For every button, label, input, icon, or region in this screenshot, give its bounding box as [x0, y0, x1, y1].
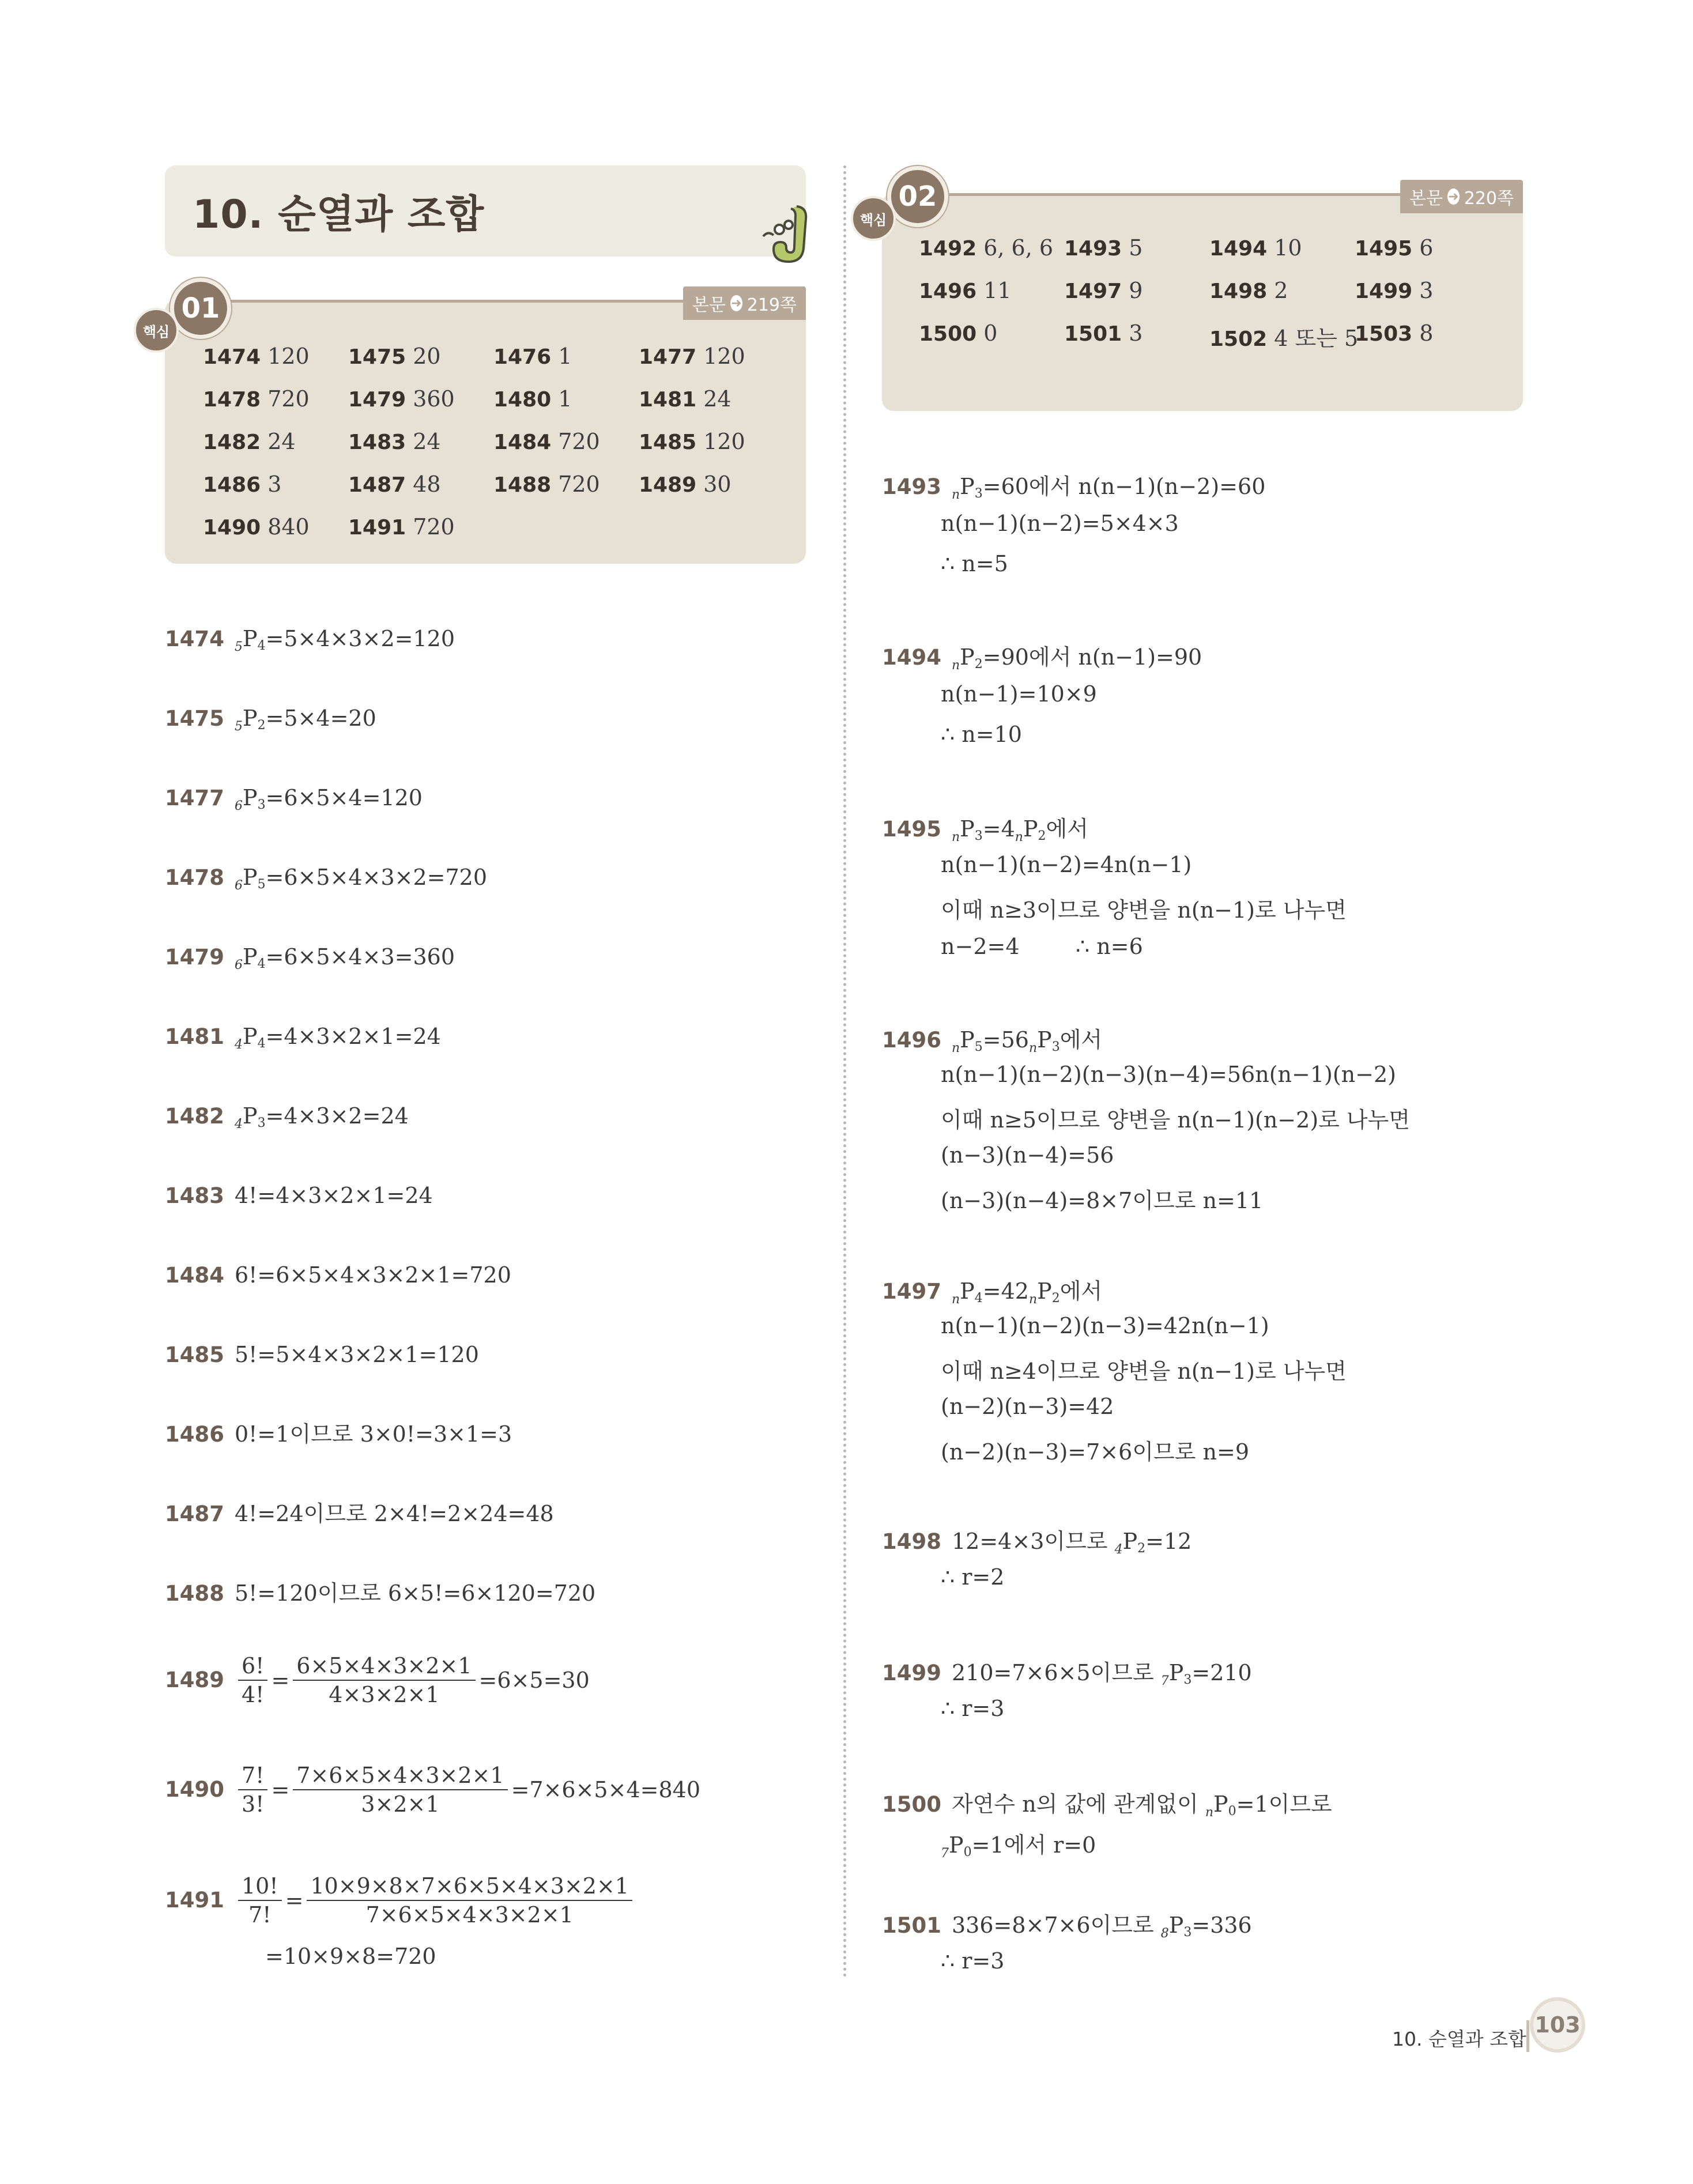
solution-1477: 1477 $_6P_3=6\times 5\times 4=120$: [165, 785, 423, 813]
solution-1499: 1499 210=7×6×5이므로 $_7P_3=210$: [882, 1660, 1252, 1688]
solution-1497-line-3: 이때 n≥4이므로 양변을 n(n−1)로 나누면: [941, 1359, 1347, 1384]
answer-1489: [639, 471, 732, 497]
ref-label: 본문: [692, 295, 726, 315]
answer-value: 6, 6, 6: [983, 235, 1054, 261]
page-number: 103: [1530, 1997, 1585, 2053]
solution-1475: 1475 $_5P_2=5\times 4=20$: [165, 706, 376, 734]
answer-1496: [919, 278, 1012, 303]
solution-1474: 1474 $_5P_4=5\times 4\times 3\times 2=120$: [165, 626, 455, 654]
answer-1503: [1355, 320, 1433, 346]
fraction: $\frac{6!}{4!}$: [238, 1653, 267, 1707]
solution-1500: 1500 자연수 n의 값에 관계없이 $_nP_0=1$이므로: [882, 1791, 1332, 1820]
answer-value: 720: [558, 429, 600, 454]
answer-value: 10: [1274, 235, 1302, 261]
answer-1482: [203, 429, 296, 454]
answer-number: 1478: [203, 388, 261, 412]
section-2-page-ref: [1400, 180, 1523, 213]
solution-1495: 1495 $_nP_3=4_nP_2$에서: [882, 816, 1088, 844]
answer-number: 1494: [1209, 237, 1268, 261]
solution-1494: 1494 $_nP_2=90$에서 n(n−1)=90: [882, 644, 1202, 673]
chapter-title: 10. 순열과 조합: [193, 192, 485, 237]
solution-1497-line-2: n(n−1)(n−2)(n−3)=42n(n−1): [941, 1313, 1269, 1338]
answer-1483: [348, 429, 441, 454]
answer-1487: [348, 471, 441, 497]
answer-value: 3: [1419, 278, 1434, 303]
answer-number: 1497: [1064, 280, 1122, 303]
answer-value: 5: [1129, 235, 1143, 261]
answer-1488: [493, 471, 600, 497]
solution-1499-line-2: ∴ r=3: [941, 1696, 1005, 1721]
solution-1482: 1482 $_4P_3=4\times 3\times 2=24$: [165, 1103, 409, 1131]
solution-1496-line-4: (n−3)(n−4)=56: [941, 1142, 1114, 1168]
answer-value: 30: [703, 471, 732, 497]
answer-number: 1475: [348, 345, 406, 369]
answer-number: 1484: [493, 431, 552, 454]
solution-1491-line-2: =10×9×8=720: [265, 1944, 436, 1969]
footer-separator: [1526, 2020, 1529, 2052]
answer-value: 24: [703, 386, 732, 412]
answer-number: 1492: [919, 237, 977, 261]
saxophone-icon: [756, 202, 820, 265]
answer-value: 9: [1129, 278, 1143, 303]
solution-1491: 1491 $\frac{10!}{7!}$ = $\frac{10\times 9\times 8\times 7\times 6\times 5\times 4\times 3\times 2\times 1}{7\times 6\times 5\times 4\times 3\times 2\times 1}$: [165, 1873, 636, 1927]
solution-1501-line-2: ∴ r=3: [941, 1948, 1005, 1974]
answer-1498: [1209, 278, 1288, 303]
solution-1496: 1496 $_nP_5=56_nP_3$에서: [882, 1027, 1103, 1055]
answer-1481: [639, 386, 732, 412]
fraction: $\frac{10!}{7!}$: [238, 1873, 282, 1927]
answer-value: 24: [267, 429, 296, 454]
answer-value: 120: [267, 344, 310, 369]
column-divider: [843, 165, 846, 1978]
answer-number: 1487: [348, 473, 406, 497]
answer-1484: [493, 429, 600, 454]
answer-value: 3: [267, 471, 282, 497]
solution-1495-line-2: n(n−1)(n−2)=4n(n−1): [941, 852, 1192, 877]
answer-number: 1476: [493, 345, 552, 369]
answer-1493: [1064, 235, 1143, 261]
answer-number: 1481: [639, 388, 697, 412]
answer-1478: [203, 386, 310, 412]
arrow-right-icon: ➜: [1448, 189, 1459, 204]
ref-label: 본문: [1409, 188, 1443, 209]
solution-1495-line-3: 이때 n≥3이므로 양변을 n(n−1)로 나누면: [941, 897, 1347, 923]
answer-number: 1496: [919, 280, 977, 303]
answer-number: 1495: [1355, 237, 1413, 261]
solution-1489: 1489 $\frac{6!}{4!}$ = $\frac{6\times 5\times 4\times 3\times 2\times 1}{4\times 3\times 2\times 1}$ =6×5=30: [165, 1653, 590, 1707]
solution-1495-line-4b: ∴ n=6: [1076, 934, 1143, 959]
solution-1496-line-5: (n−3)(n−4)=8×7이므로 n=11: [941, 1188, 1264, 1213]
solution-1490: 1490 $\frac{7!}{3!}$ = $\frac{7\times 6\times 5\times 4\times 3\times 2\times 1}{3\times 2\times 1}$ =7×6×5×4=840: [165, 1763, 700, 1817]
section-1-rule: [190, 300, 686, 303]
answer-number: 1483: [348, 431, 406, 454]
answer-number: 1498: [1209, 280, 1268, 303]
answer-1491: [348, 514, 455, 540]
answer-value: 4 또는 5: [1274, 326, 1359, 351]
answer-1490: [203, 514, 310, 540]
section-2-badge: 02: [887, 166, 948, 227]
answer-value: 48: [413, 471, 441, 497]
arrow-right-icon: ➜: [731, 296, 742, 311]
solution-1497: 1497 $_nP_4=42_nP_2$에서: [882, 1278, 1103, 1307]
answer-1476: [493, 344, 572, 369]
answer-value: 120: [703, 429, 745, 454]
ref-page: 219쪽: [746, 295, 797, 315]
solution-1481: 1481 $_4P_4=4\times 3\times 2\times 1=24$: [165, 1024, 441, 1052]
solution-1500-line-2: $_7P_0=1$에서 r=0: [941, 1832, 1096, 1861]
answer-number: 1499: [1355, 280, 1413, 303]
solution-1478: 1478 $_6P_5=6\times 5\times 4\times 3\times 2=720$: [165, 865, 488, 893]
solution-1501: 1501 336=8×7×6이므로 $_8P_3=336$: [882, 1913, 1252, 1941]
section-1-tag: 핵심: [134, 308, 179, 353]
answer-number: 1477: [639, 345, 697, 369]
section-2-rule: [907, 193, 1403, 196]
fraction: $\frac{7\times 6\times 5\times 4\times 3\times 2\times 1}{3\times 2\times 1}$: [293, 1763, 507, 1817]
answer-value: 720: [558, 471, 600, 497]
answer-1492: [919, 235, 1053, 261]
answer-number: 1503: [1355, 322, 1413, 346]
solution-1497-line-5: (n−2)(n−3)=7×6이므로 n=9: [941, 1439, 1250, 1465]
solution-1497-line-4: (n−2)(n−3)=42: [941, 1394, 1114, 1419]
solution-1484: 1484 6!=6×5×4×3×2×1=720: [165, 1262, 511, 1288]
solution-1494-line-2: n(n−1)=10×9: [941, 681, 1097, 707]
solution-1488: 1488 5!=120이므로 6×5!=6×120=720: [165, 1581, 596, 1606]
answer-number: 1491: [348, 516, 406, 540]
section-1-page-ref: [683, 286, 806, 320]
ref-page: 220쪽: [1464, 188, 1514, 209]
answer-value: 20: [413, 344, 441, 369]
solution-1483: 1483 4!=4×3×2×1=24: [165, 1183, 433, 1208]
answer-1477: [639, 344, 745, 369]
answer-number: 1482: [203, 431, 261, 454]
solution-1486: 1486 0!=1이므로 3×0!=3×1=3: [165, 1421, 512, 1447]
solution-1493: 1493 $_nP_3=60$에서 n(n−1)(n−2)=60: [882, 474, 1266, 502]
answer-value: 1: [558, 344, 572, 369]
answer-1475: [348, 344, 441, 369]
solution-1493-line-3: ∴ n=5: [941, 551, 1008, 576]
answer-number: 1486: [203, 473, 261, 497]
answer-1502: [1209, 320, 1358, 352]
answer-number: 1480: [493, 388, 552, 412]
answer-number: 1500: [919, 322, 977, 346]
answer-value: 720: [413, 514, 455, 540]
answer-1495: [1355, 235, 1433, 261]
answer-number: 1493: [1064, 237, 1122, 261]
answer-1501: [1064, 320, 1143, 346]
answer-value: 120: [703, 344, 745, 369]
fraction: $\frac{7!}{3!}$: [238, 1763, 267, 1817]
answer-number: 1489: [639, 473, 697, 497]
answer-1500: [919, 320, 997, 346]
footer-chapter-title: 10. 순열과 조합: [1392, 2028, 1526, 2050]
section-2-tag: 핵심: [851, 196, 896, 241]
answer-1486: [203, 471, 281, 497]
answer-number: 1501: [1064, 322, 1122, 346]
answer-1499: [1355, 278, 1433, 303]
solution-1496-line-2: n(n−1)(n−2)(n−3)(n−4)=56n(n−1)(n−2): [941, 1062, 1396, 1087]
solution-1498: 1498 12=4×3이므로 $_4P_2=12$: [882, 1529, 1192, 1557]
solution-1487: 1487 4!=24이므로 2×4!=2×24=48: [165, 1501, 554, 1526]
answer-1497: [1064, 278, 1143, 303]
answer-number: 1479: [348, 388, 406, 412]
solution-1495-line-4a: n−2=4: [941, 934, 1020, 959]
answer-1474: [203, 344, 310, 369]
section-1-badge: 01: [170, 278, 231, 339]
answer-1479: [348, 386, 455, 412]
answer-value: 2: [1274, 278, 1288, 303]
fraction: $\frac{6\times 5\times 4\times 3\times 2\times 1}{4\times 3\times 2\times 1}$: [293, 1653, 475, 1707]
answer-value: 1: [558, 386, 572, 412]
answer-number: 1488: [493, 473, 552, 497]
answer-number: 1502: [1209, 327, 1268, 351]
solution-1479: 1479 $_6P_4=6\times 5\times 4\times 3=360$: [165, 944, 455, 972]
solution-1485: 1485 5!=5×4×3×2×1=120: [165, 1342, 479, 1367]
answer-value: 11: [983, 278, 1012, 303]
answer-value: 840: [267, 514, 310, 540]
answer-number: 1485: [639, 431, 697, 454]
fraction: $\frac{10\times 9\times 8\times 7\times 6\times 5\times 4\times 3\times 2\times 1}{7\times 6\times 5\times 4\times 3\times 2\times 1}$: [307, 1873, 632, 1927]
answer-value: 8: [1419, 320, 1434, 346]
answer-value: 0: [983, 320, 998, 346]
answer-1494: [1209, 235, 1302, 261]
answer-1480: [493, 386, 572, 412]
answer-value: 24: [413, 429, 441, 454]
answer-value: 360: [413, 386, 455, 412]
solution-1496-line-3: 이때 n≥5이므로 양변을 n(n−1)(n−2)로 나누면: [941, 1107, 1411, 1133]
solution-1493-line-2: n(n−1)(n−2)=5×4×3: [941, 511, 1179, 536]
solution-1498-line-2: ∴ r=2: [941, 1564, 1005, 1590]
answer-1485: [639, 429, 745, 454]
answer-value: 3: [1129, 320, 1143, 346]
answer-number: 1490: [203, 516, 261, 540]
answer-value: 720: [267, 386, 310, 412]
answer-value: 6: [1419, 235, 1434, 261]
solution-1494-line-3: ∴ n=10: [941, 722, 1022, 747]
answer-number: 1474: [203, 345, 261, 369]
